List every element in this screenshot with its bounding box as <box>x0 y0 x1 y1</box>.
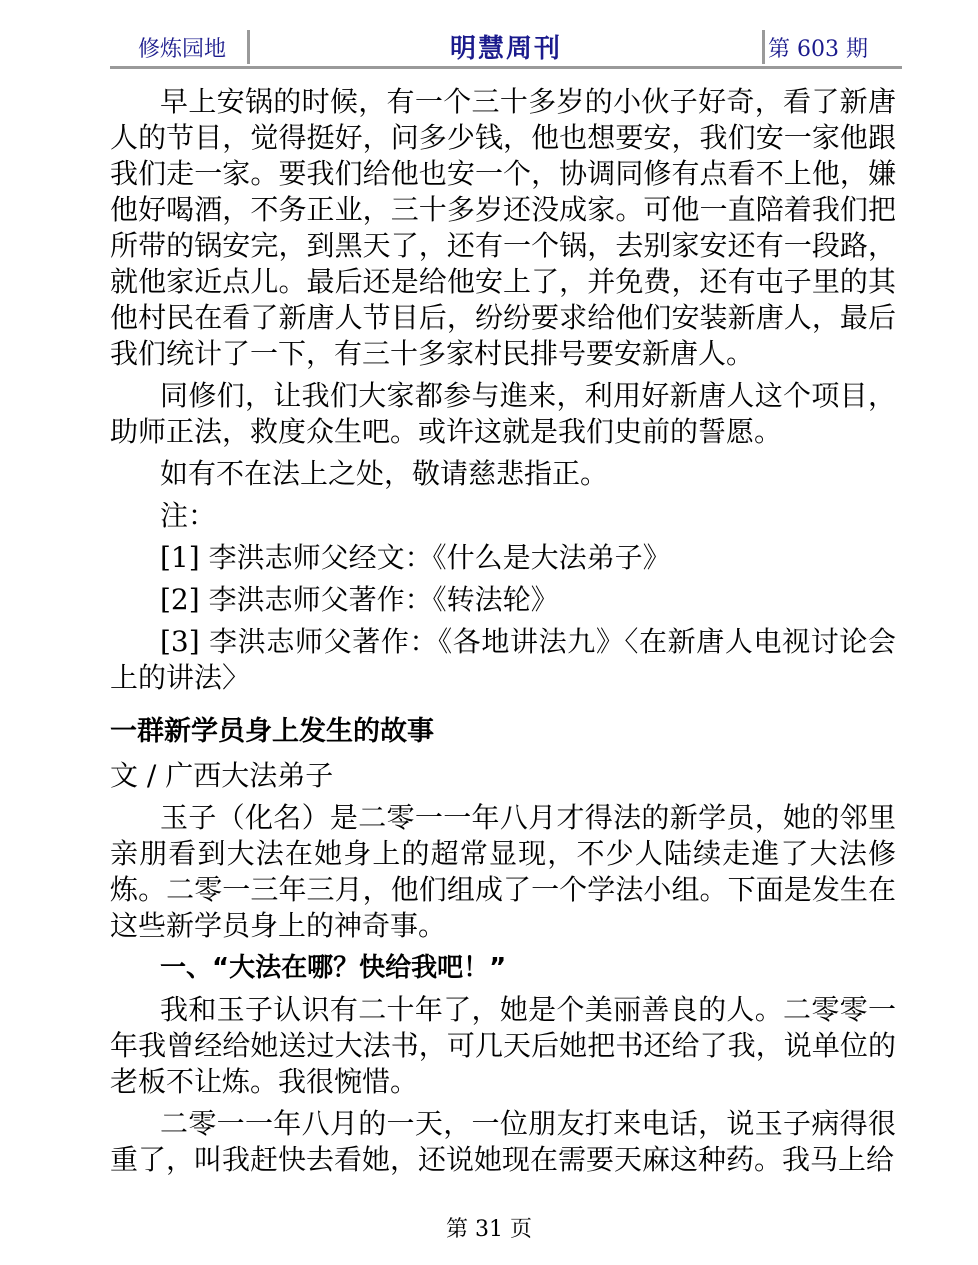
body-paragraph: 二零一一年八月的一天，一位朋友打来电话，说玉子病得很重了，叫我赶快去看她，还说她现在需要天麻这种药。我马上给 <box>110 1107 896 1176</box>
article-intro: 玉子（化名）是二零一一年八月才得法的新学员，她的邻里亲朋看到大法在她身上的超常显现，不少人陆续走進了大法修炼。二零一三年三月，他们组成了一个学法小组。下面是发生在这些新学员身上的神奇事。 <box>110 801 896 942</box>
body-paragraph: 同修们，让我们大家都参与進来，利用好新唐人这个项目，助师正法，救度众生吧。或许这就是我们史前的誓愿。 <box>110 379 896 448</box>
article-title: 一群新学员身上发生的故事 <box>110 716 434 747</box>
note-item: [3] 李洪志师父著作：《各地讲法九》〈在新唐人电视讨论会上的讲法〉 <box>110 625 896 694</box>
note-item: [1] 李洪志师父经文：《什么是大法弟子》 <box>160 541 671 574</box>
article-byline: 文 / 广西大法弟子 <box>110 759 334 792</box>
body-paragraph: 早上安锅的时候，有一个三十多岁的小伙子好奇，看了新唐人的节目，觉得挺好，问多少钱，他也想要安，我们安一家他跟我们走一家。要我们给他也安一个，协调同修有点看不上他，嫌他好喝酒，不务正业，三十多岁还没成家。可他一直陪着我们把所带的锅安完，到黑天了，还有一个锅，去别家安还有一段路，就他家近点儿。最后还是给他安上了，并免费，还有屯子里的其他村民在看了新唐人节目后，纷纷要求给他们安装新唐人，最后我们统计了一下，有三十多家村民排号要安新唐人。 <box>110 85 896 370</box>
body-paragraph: 如有不在法上之处，敬请慈悲指正。 <box>160 457 609 490</box>
notes-label: 注： <box>160 499 217 532</box>
section-name: 修炼园地 <box>138 37 227 62</box>
publication-title: 明慧周刊 <box>449 34 562 64</box>
section-heading: 一、“大法在哪？快给我吧！” <box>160 953 507 983</box>
header-divider-right <box>762 30 765 64</box>
page-content <box>110 84 896 1184</box>
page-number: 第 31 页 <box>446 1217 532 1242</box>
header-rule <box>110 66 902 69</box>
body-paragraph: 我和玉子认识有二十年了，她是个美丽善良的人。二零零一年我曾经给她送过大法书，可几天后她把书还给了我，说单位的老板不让炼。我很惋惜。 <box>110 993 896 1098</box>
page-header <box>110 24 902 68</box>
issue-number: 第 603 期 <box>768 37 868 62</box>
note-item: [2] 李洪志师父著作：《转法轮》 <box>160 583 559 616</box>
